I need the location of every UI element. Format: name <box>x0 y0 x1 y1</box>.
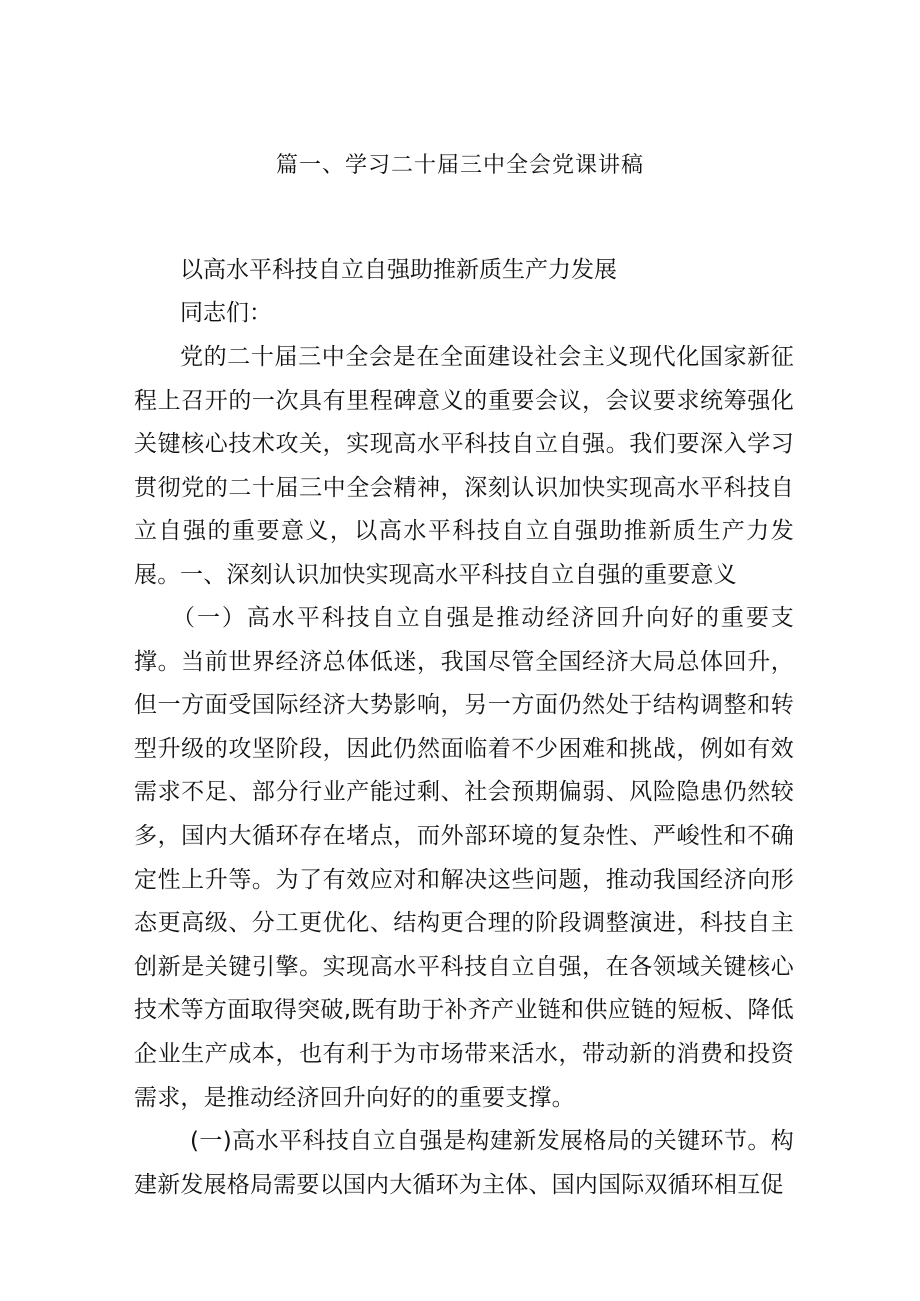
speech-title: 以高水平科技自立自强助推新质生产力发展 <box>180 257 617 283</box>
document-title: 篇一、学习二十届三中全会党课讲稿 <box>275 153 644 178</box>
paragraph-section-1-2: (一)高水平科技自立自强是构建新发展格局的关键环节。构建新发展格局需要以国内大循环为主体、国内国际双循环相互促 <box>134 1128 794 1198</box>
salutation: 同志们： <box>180 300 272 326</box>
paragraph-section-1-1: （一）高水平科技自立自强是推动经济回升向好的重要支撑。当前世界经济总体低迷，我国尽管全国经济大局总体回升，但一方面受国际经济大势影响，另一方面仍然处于结构调整和转型升级的攻坚阶段，因此仍然面临着不少困难和挑战，例如有效需求不足、部分行业产能过剩、社会预期偏弱、风险隐患仍然较多，国内大循环存在堵点，而外部环境的复杂性、严峻性和不确定性上升等。为了有效应对和解决这些问题，推动我国经济向形态更高级、分工更优化、结构更合理的阶段调整演进，科技自主创新是关键引擎。实现高水平科技自立自强，在各领域关键核心技术等方面取得突破,既有助于补齐产业链和供应链的短板、降低企业生产成本，也有利于为市场带来活水，带动新的消费和投资需求，是推动经济回升向好的的重要支撑。 <box>134 605 794 1111</box>
paragraph-intro: 党的二十届三中全会是在全面建设社会主义现代化国家新征程上召开的一次具有里程碑意义的重要会议，会议要求统筹强化关键核心技术攻关，实现高水平科技自立自强。我们要深入学习贯彻党的二十届三中全会精神，深刻认识加快实现高水平科技自立自强的重要意义，以高水平科技自立自强助推新质生产力发展。 <box>134 344 794 588</box>
section-heading-1: 一、深刻认识加快实现高水平科技自立自强的重要意义 <box>180 562 737 588</box>
